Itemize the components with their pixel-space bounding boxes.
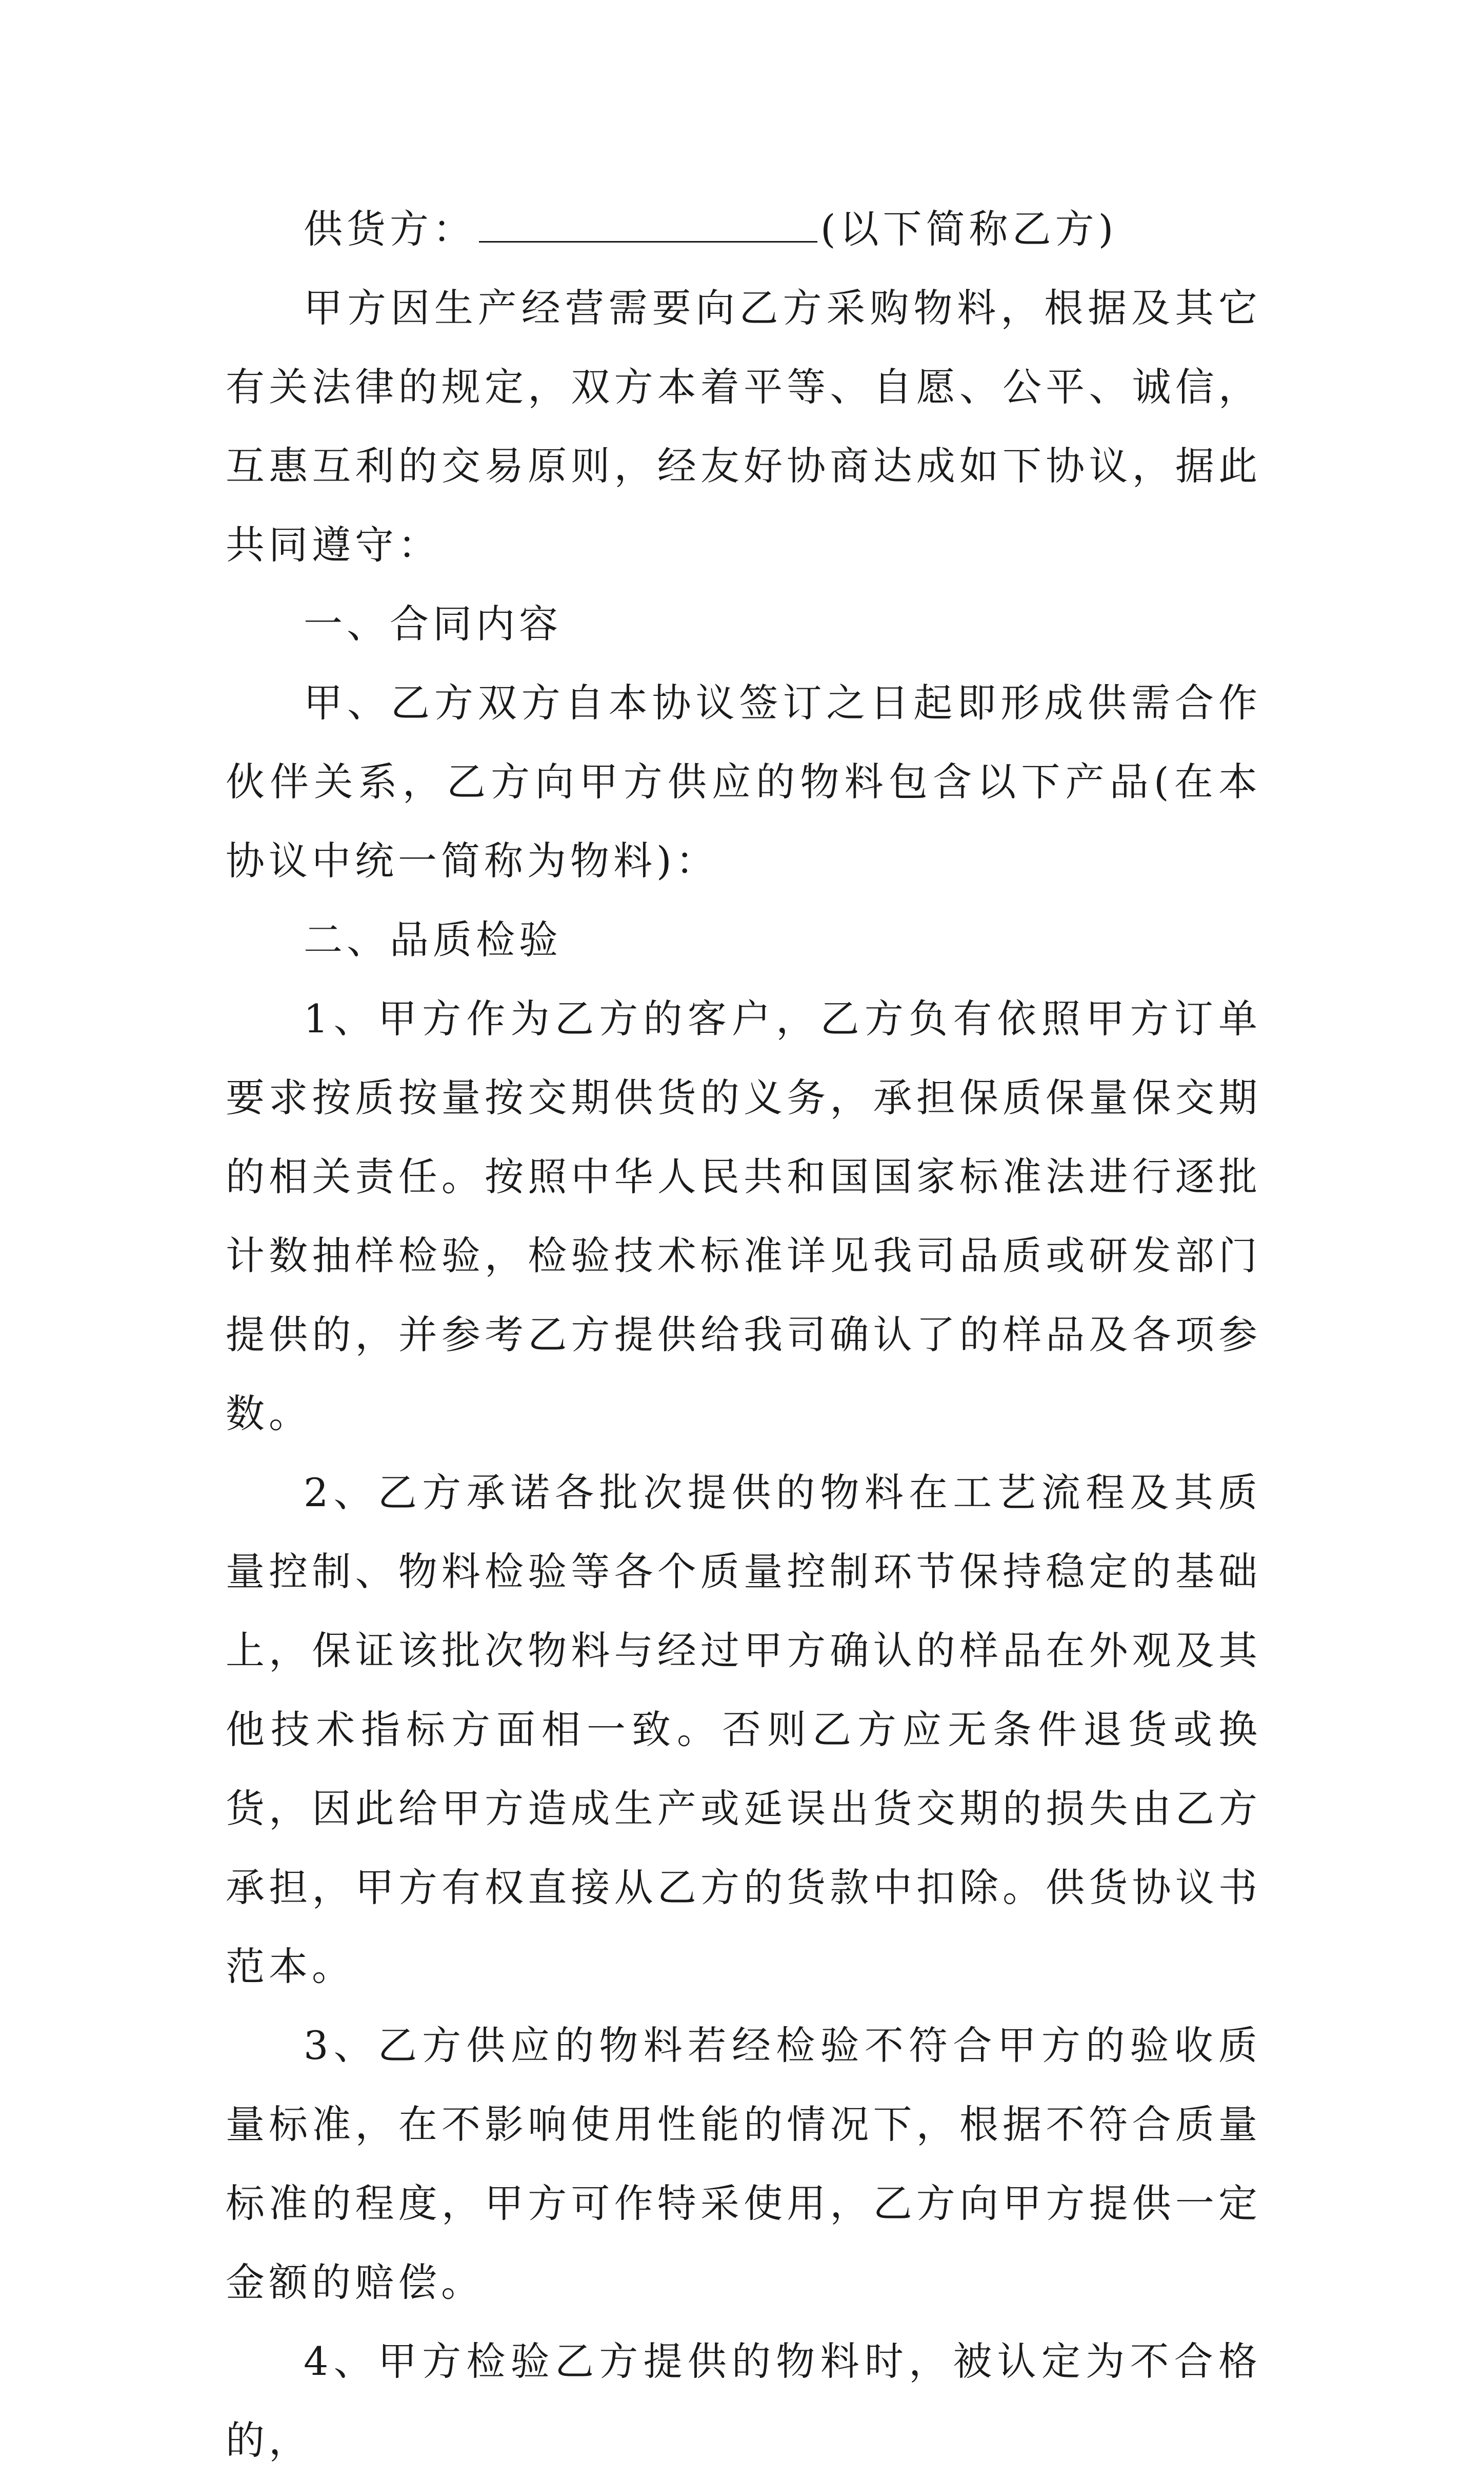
clause-2: 2、乙方承诺各批次提供的物料在工艺流程及其质量控制、物料检验等各个质量控制环节保持稳定的基础上，保证该批次物料与经过甲方确认的样品在外观及其他技术指标方面相一致。否则乙方应无条件退货或换货，因此给甲方造成生产或延误出货交期的损失由乙方承担，甲方有权直接从乙方的货款中扣除。供货协议书范本。 (226, 1470, 1261, 1989)
clause-3: 3、乙方供应的物料若经检验不符合甲方的验收质量标准，在不影响使用性能的情况下，根据不符合质量标准的程度，甲方可作特采使用，乙方向甲方提供一定金额的赔偿。 (226, 2023, 1261, 2305)
section-1-title: 一、合同内容 (304, 601, 562, 647)
clause-1: 1、甲方作为乙方的客户，乙方负有依照甲方订单要求按质按量按交期供货的义务，承担保质保量保交期的相关责任。按照中华人民共和国国家标准法进行逐批计数抽样检验，检验技术标准详见我司品质或研发部门提供的，并参考乙方提供给我司确认了的样品及各项参数。 (226, 996, 1261, 1436)
section-2-title: 二、品质检验 (304, 917, 562, 963)
supplier-blank-field (479, 205, 817, 243)
intro-paragraph: 甲方因生产经营需要向乙方采购物料，根据及其它有关法律的规定，双方本着平等、自愿、公平、诚信，互惠互利的交易原则，经友好协商达成如下协议，据此共同遵守： (226, 285, 1261, 568)
clause-4: 4、甲方检验乙方提供的物料时，被认定为不合格的， (226, 2338, 1261, 2463)
supplier-label: 供货方： (304, 206, 476, 252)
supplier-suffix: (以下简称乙方) (820, 206, 1118, 252)
section-1-body: 甲、乙方双方自本协议签订之日起即形成供需合作伙伴关系，乙方向甲方供应的物料包含以下产品(在本协议中统一简称为物料)： (226, 680, 1261, 884)
supplier-line (226, 190, 1261, 269)
document-body (226, 190, 1261, 2480)
